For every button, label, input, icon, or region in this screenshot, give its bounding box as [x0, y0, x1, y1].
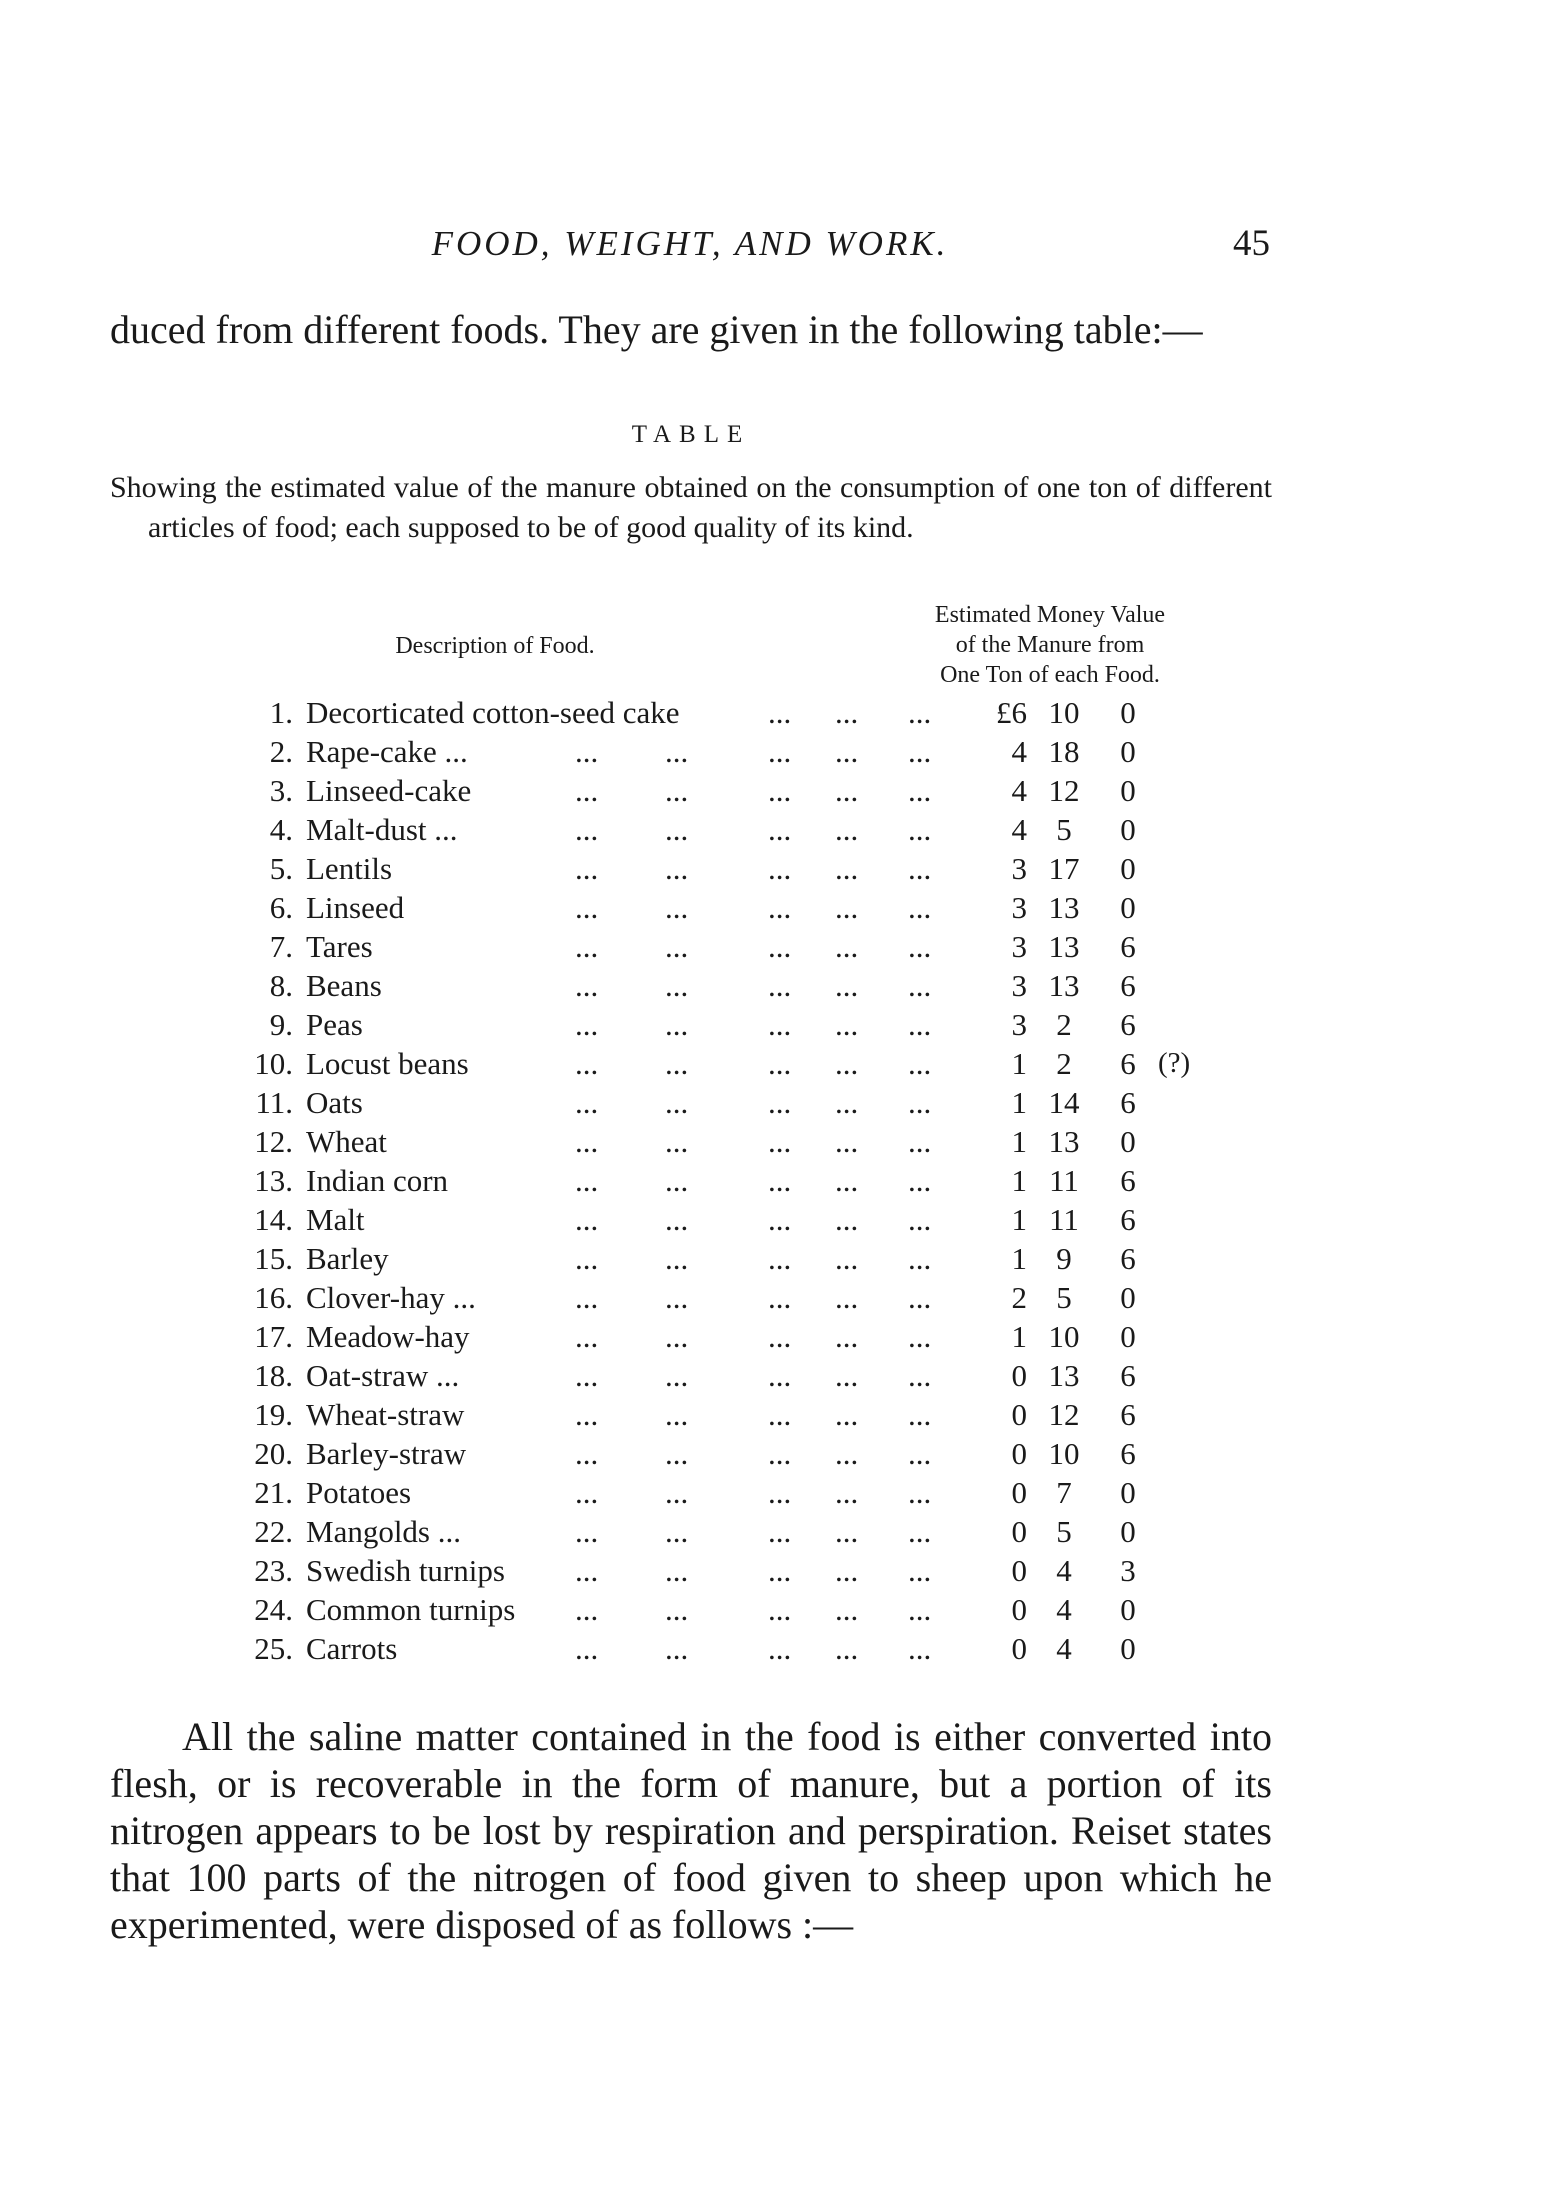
leader-dots: ...: [768, 1553, 792, 1588]
table-row: [0, 1512, 1562, 1551]
leader-dots: ...: [665, 1085, 689, 1120]
value-pounds: 0: [1011, 1475, 1027, 1510]
leader-dots: ...: [908, 1475, 932, 1510]
value-shillings: 5: [1056, 1280, 1072, 1315]
value-pounds: 3: [1011, 1007, 1027, 1042]
table-row: [0, 927, 1562, 966]
table-row: [0, 1278, 1562, 1317]
value-pounds: 0: [1011, 1631, 1027, 1666]
leader-dots: ...: [908, 1163, 932, 1198]
leader-dots: ...: [575, 1436, 599, 1471]
leader-dots: ...: [768, 968, 792, 1003]
leader-dots: ...: [835, 734, 859, 769]
leader-dots: ...: [575, 1124, 599, 1159]
leader-dots: ...: [908, 1397, 932, 1432]
leader-dots: ...: [768, 1631, 792, 1666]
row-number: 25.: [254, 1631, 293, 1666]
leader-dots: ...: [665, 1358, 689, 1393]
leader-dots: ...: [835, 929, 859, 964]
value-pence: 6: [1120, 1046, 1136, 1081]
value-pence: 6: [1120, 1241, 1136, 1276]
leader-dots: ...: [768, 1163, 792, 1198]
leader-dots: ...: [835, 1280, 859, 1315]
food-name: Common turnips: [306, 1592, 516, 1627]
value-pounds: 1: [1011, 1163, 1027, 1198]
value-shillings: 4: [1056, 1553, 1072, 1588]
leader-dots: ...: [665, 1553, 689, 1588]
food-name: Beans: [306, 968, 382, 1003]
leader-dots: ...: [575, 1241, 599, 1276]
table-row: [0, 810, 1562, 849]
table-row: [0, 1317, 1562, 1356]
leader-dots: ...: [768, 1475, 792, 1510]
value-pence: 0: [1120, 1280, 1136, 1315]
leader-dots: ...: [835, 695, 859, 730]
row-number: 2.: [269, 734, 293, 769]
value-pence: 6: [1120, 929, 1136, 964]
leader-dots: ...: [908, 1358, 932, 1393]
leader-dots: ...: [768, 1280, 792, 1315]
value-pounds: 3: [1011, 968, 1027, 1003]
leader-dots: ...: [665, 1319, 689, 1354]
leader-dots: ...: [835, 1514, 859, 1549]
leader-dots: ...: [908, 1436, 932, 1471]
table-row: [0, 849, 1562, 888]
value-pence: 6: [1120, 1085, 1136, 1120]
row-number: 8.: [269, 968, 293, 1003]
value-shillings: 12: [1048, 1397, 1080, 1432]
leader-dots: ...: [908, 1592, 932, 1627]
leader-dots: ...: [665, 929, 689, 964]
food-name: Oats: [306, 1085, 363, 1120]
row-number: 13.: [254, 1163, 293, 1198]
column-header-value: [870, 600, 1230, 690]
intro-paragraph: duced from different foods. They are given in the following table:—: [110, 307, 1203, 352]
table-row: [0, 1356, 1562, 1395]
leader-dots: ...: [768, 1241, 792, 1276]
value-shillings: 13: [1048, 1124, 1080, 1159]
leader-dots: ...: [908, 890, 932, 925]
leader-dots: ...: [665, 1436, 689, 1471]
column-header-value-line: of the Manure from: [955, 632, 1145, 658]
value-shillings: 7: [1056, 1475, 1072, 1510]
value-pounds: 4: [1011, 773, 1027, 808]
value-pounds: 3: [1011, 851, 1027, 886]
table-row: [0, 1083, 1562, 1122]
leader-dots: ...: [835, 1241, 859, 1276]
value-pence: 0: [1120, 695, 1136, 730]
value-pounds: 1: [1011, 1202, 1027, 1237]
leader-dots: ...: [908, 1124, 932, 1159]
value-pounds: 0: [1011, 1553, 1027, 1588]
row-number: 21.: [254, 1475, 293, 1510]
row-number: 3.: [269, 773, 293, 808]
leader-dots: ...: [665, 1163, 689, 1198]
value-shillings: 10: [1048, 1436, 1080, 1471]
leader-dots: ...: [768, 890, 792, 925]
leader-dots: ...: [835, 1202, 859, 1237]
leader-dots: ...: [665, 773, 689, 808]
leader-dots: ...: [768, 1436, 792, 1471]
food-name: Meadow-hay: [306, 1319, 470, 1354]
leader-dots: ...: [835, 773, 859, 808]
leader-dots: ...: [908, 1202, 932, 1237]
food-name: Carrots: [306, 1631, 398, 1666]
value-pence: 6: [1120, 1202, 1136, 1237]
value-pence: 0: [1120, 890, 1136, 925]
leader-dots: ...: [835, 1085, 859, 1120]
value-shillings: 12: [1048, 773, 1080, 808]
leader-dots: ...: [908, 734, 932, 769]
food-name: Decorticated cotton-seed cake: [306, 695, 680, 730]
row-number: 9.: [269, 1007, 293, 1042]
leader-dots: ...: [665, 1280, 689, 1315]
value-shillings: 13: [1048, 968, 1080, 1003]
value-pounds: 1: [1011, 1046, 1027, 1081]
food-name: Oat-straw ...: [306, 1358, 460, 1393]
value-pence: 0: [1120, 1631, 1136, 1666]
leader-dots: ...: [575, 1319, 599, 1354]
table-row: [0, 771, 1562, 810]
leader-dots: ...: [835, 1124, 859, 1159]
leader-dots: ...: [908, 968, 932, 1003]
value-shillings: 13: [1048, 1358, 1080, 1393]
row-number: 17.: [254, 1319, 293, 1354]
value-pounds: 1: [1011, 1319, 1027, 1354]
leader-dots: ...: [575, 1553, 599, 1588]
table-row: [0, 1161, 1562, 1200]
value-pence: 0: [1120, 1475, 1136, 1510]
row-number: 19.: [254, 1397, 293, 1432]
value-shillings: 4: [1056, 1631, 1072, 1666]
value-shillings: 5: [1056, 1514, 1072, 1549]
leader-dots: ...: [835, 1319, 859, 1354]
row-number: 5.: [269, 851, 293, 886]
leader-dots: ...: [835, 1592, 859, 1627]
value-pounds: 2: [1011, 1280, 1027, 1315]
leader-dots: ...: [768, 1124, 792, 1159]
leader-dots: ...: [665, 1007, 689, 1042]
value-pence: 0: [1120, 851, 1136, 886]
value-pounds: 0: [1011, 1397, 1027, 1432]
table-row: [0, 732, 1562, 771]
leader-dots: ...: [835, 1163, 859, 1198]
leader-dots: ...: [835, 1436, 859, 1471]
row-number: 22.: [254, 1514, 293, 1549]
food-name: Malt-dust ...: [306, 812, 458, 847]
row-number: 14.: [254, 1202, 293, 1237]
leader-dots: ...: [768, 1319, 792, 1354]
food-name: Tares: [306, 929, 373, 964]
leader-dots: ...: [575, 773, 599, 808]
table-row: [0, 1551, 1562, 1590]
leader-dots: ...: [768, 1202, 792, 1237]
leader-dots: ...: [835, 1553, 859, 1588]
value-pence: 6: [1120, 968, 1136, 1003]
row-number: 15.: [254, 1241, 293, 1276]
table-row: [0, 1473, 1562, 1512]
column-header-value-line: Estimated Money Value: [934, 602, 1166, 628]
leader-dots: ...: [835, 1475, 859, 1510]
leader-dots: ...: [575, 734, 599, 769]
value-shillings: 11: [1049, 1163, 1079, 1198]
table-row: [0, 1629, 1562, 1668]
leader-dots: ...: [908, 1085, 932, 1120]
value-pence: 0: [1120, 1592, 1136, 1627]
leader-dots: ...: [768, 734, 792, 769]
leader-dots: ...: [665, 1631, 689, 1666]
food-name: Wheat: [306, 1124, 387, 1159]
value-pounds: £6: [996, 695, 1027, 730]
value-pence: 6: [1120, 1436, 1136, 1471]
leader-dots: ...: [575, 968, 599, 1003]
row-number: 20.: [254, 1436, 293, 1471]
leader-dots: ...: [665, 734, 689, 769]
leader-dots: ...: [768, 1358, 792, 1393]
row-number: 4.: [269, 812, 293, 847]
leader-dots: ...: [768, 1514, 792, 1549]
leader-dots: ...: [575, 1280, 599, 1315]
leader-dots: ...: [835, 890, 859, 925]
leader-dots: ...: [575, 929, 599, 964]
leader-dots: ...: [768, 812, 792, 847]
row-number: 24.: [254, 1592, 293, 1627]
value-pence: 6: [1120, 1358, 1136, 1393]
leader-dots: ...: [908, 1319, 932, 1354]
value-pounds: 0: [1011, 1592, 1027, 1627]
leader-dots: ...: [908, 1553, 932, 1588]
leader-dots: ...: [908, 1514, 932, 1549]
row-number: 18.: [254, 1358, 293, 1393]
food-name: Mangolds ...: [306, 1514, 461, 1549]
value-shillings: 17: [1048, 851, 1080, 886]
leader-dots: ...: [665, 1124, 689, 1159]
value-shillings: 4: [1056, 1592, 1072, 1627]
value-pence: 0: [1120, 773, 1136, 808]
value-shillings: 9: [1056, 1241, 1072, 1276]
table-row: [0, 1044, 1562, 1083]
leader-dots: ...: [665, 1397, 689, 1432]
leader-dots: ...: [835, 1631, 859, 1666]
value-pounds: 3: [1011, 929, 1027, 964]
leader-dots: ...: [575, 1163, 599, 1198]
leader-dots: ...: [908, 1631, 932, 1666]
food-name: Locust beans: [306, 1046, 469, 1081]
row-number: 16.: [254, 1280, 293, 1315]
value-pounds: 3: [1011, 890, 1027, 925]
leader-dots: ...: [665, 1241, 689, 1276]
food-name: Rape-cake ...: [306, 734, 468, 769]
value-pence: 0: [1120, 1514, 1136, 1549]
leader-dots: ...: [908, 929, 932, 964]
food-name: Barley: [306, 1241, 389, 1276]
table-caption: Showing the estimated value of the manure obtained on the consumption of one ton of different articles of food; each supposed to be of good quality of its kind.: [110, 471, 1272, 544]
leader-dots: ...: [665, 1592, 689, 1627]
leader-dots: ...: [768, 929, 792, 964]
value-pence: 6: [1120, 1007, 1136, 1042]
leader-dots: ...: [575, 1397, 599, 1432]
value-pounds: 0: [1011, 1358, 1027, 1393]
table-row: [0, 1122, 1562, 1161]
value-pounds: 1: [1011, 1085, 1027, 1120]
table-row: [0, 1200, 1562, 1239]
food-name: Clover-hay ...: [306, 1280, 476, 1315]
leader-dots: ...: [575, 1007, 599, 1042]
leader-dots: ...: [665, 1475, 689, 1510]
value-shillings: 2: [1056, 1046, 1072, 1081]
row-number: 7.: [269, 929, 293, 964]
leader-dots: ...: [908, 1241, 932, 1276]
value-shillings: 10: [1048, 695, 1080, 730]
leader-dots: ...: [908, 695, 932, 730]
table-row: [0, 966, 1562, 1005]
value-pounds: 1: [1011, 1124, 1027, 1159]
leader-dots: ...: [665, 812, 689, 847]
value-shillings: 13: [1048, 890, 1080, 925]
leader-dots: ...: [835, 812, 859, 847]
running-title: FOOD, WEIGHT, AND WORK.: [431, 224, 949, 263]
value-shillings: 5: [1056, 812, 1072, 847]
leader-dots: ...: [665, 851, 689, 886]
leader-dots: ...: [908, 1280, 932, 1315]
row-number: 11.: [255, 1085, 293, 1120]
leader-dots: ...: [908, 812, 932, 847]
table-heading: TABLE: [631, 421, 751, 448]
value-shillings: 2: [1056, 1007, 1072, 1042]
leader-dots: ...: [575, 890, 599, 925]
leader-dots: ...: [575, 812, 599, 847]
leader-dots: ...: [665, 890, 689, 925]
leader-dots: ...: [575, 851, 599, 886]
leader-dots: ...: [768, 1397, 792, 1432]
value-pounds: 0: [1011, 1514, 1027, 1549]
leader-dots: ...: [768, 1592, 792, 1627]
leader-dots: ...: [575, 1631, 599, 1666]
row-number: 23.: [254, 1553, 293, 1588]
row-number: 10.: [254, 1046, 293, 1081]
value-pence: 0: [1120, 1124, 1136, 1159]
leader-dots: ...: [835, 1397, 859, 1432]
food-name: Potatoes: [306, 1475, 412, 1510]
food-name: Linseed-cake: [306, 773, 472, 808]
value-note: (?): [1158, 1047, 1191, 1079]
table-row: [0, 1005, 1562, 1044]
food-name: Barley-straw: [306, 1436, 467, 1471]
food-name: Wheat-straw: [306, 1397, 465, 1432]
leader-dots: ...: [835, 1007, 859, 1042]
leader-dots: ...: [665, 1202, 689, 1237]
food-name: Indian corn: [306, 1163, 449, 1198]
leader-dots: ...: [835, 851, 859, 886]
manure-value-table: [0, 693, 1562, 1668]
closing-paragraph: All the saline matter contained in the food is either converted into flesh, or is recoverable in the form of manure, but a portion of its nitrogen appears to be lost by respiration and perspiration. Reiset states that 100 parts of the nitrogen of food given to sheep upon which he experimented, were disposed of as follows :—: [110, 1714, 1272, 1947]
table-row: [0, 1434, 1562, 1473]
leader-dots: ...: [835, 1358, 859, 1393]
leader-dots: ...: [665, 1514, 689, 1549]
leader-dots: ...: [768, 1046, 792, 1081]
page-number: 45: [1233, 223, 1270, 264]
value-pence: 6: [1120, 1397, 1136, 1432]
leader-dots: ...: [908, 1046, 932, 1081]
food-name: Lentils: [306, 851, 393, 886]
leader-dots: ...: [665, 1046, 689, 1081]
column-header-value-line: One Ton of each Food.: [940, 662, 1160, 688]
value-shillings: 11: [1049, 1202, 1079, 1237]
value-shillings: 13: [1048, 929, 1080, 964]
value-pounds: 4: [1011, 734, 1027, 769]
value-pence: 0: [1120, 734, 1136, 769]
leader-dots: ...: [768, 1007, 792, 1042]
row-number: 1.: [269, 695, 293, 730]
leader-dots: ...: [908, 1007, 932, 1042]
leader-dots: ...: [768, 695, 792, 730]
leader-dots: ...: [575, 1085, 599, 1120]
leader-dots: ...: [575, 1475, 599, 1510]
value-pounds: 4: [1011, 812, 1027, 847]
leader-dots: ...: [575, 1202, 599, 1237]
value-pounds: 1: [1011, 1241, 1027, 1276]
value-shillings: 14: [1048, 1085, 1080, 1120]
leader-dots: ...: [575, 1358, 599, 1393]
value-pence: 0: [1120, 1319, 1136, 1354]
value-shillings: 18: [1048, 734, 1080, 769]
leader-dots: ...: [768, 851, 792, 886]
column-header-description: Description of Food.: [395, 633, 595, 659]
food-name: Swedish turnips: [306, 1553, 505, 1588]
row-number: 12.: [254, 1124, 293, 1159]
leader-dots: ...: [908, 773, 932, 808]
table-row: [0, 888, 1562, 927]
table-row: [0, 1239, 1562, 1278]
row-number: 6.: [269, 890, 293, 925]
value-pence: 0: [1120, 812, 1136, 847]
food-name: Peas: [306, 1007, 363, 1042]
table-row: [0, 1395, 1562, 1434]
leader-dots: ...: [835, 1046, 859, 1081]
leader-dots: ...: [575, 1514, 599, 1549]
leader-dots: ...: [835, 968, 859, 1003]
leader-dots: ...: [665, 968, 689, 1003]
leader-dots: ...: [575, 1046, 599, 1081]
leader-dots: ...: [768, 773, 792, 808]
value-pence: 6: [1120, 1163, 1136, 1198]
value-pence: 3: [1120, 1553, 1136, 1588]
leader-dots: ...: [575, 1592, 599, 1627]
leader-dots: ...: [908, 851, 932, 886]
value-shillings: 10: [1048, 1319, 1080, 1354]
table-row: [0, 693, 1562, 732]
food-name: Malt: [306, 1202, 365, 1237]
leader-dots: ...: [768, 1085, 792, 1120]
food-name: Linseed: [306, 890, 405, 925]
value-pounds: 0: [1011, 1436, 1027, 1471]
table-row: [0, 1590, 1562, 1629]
